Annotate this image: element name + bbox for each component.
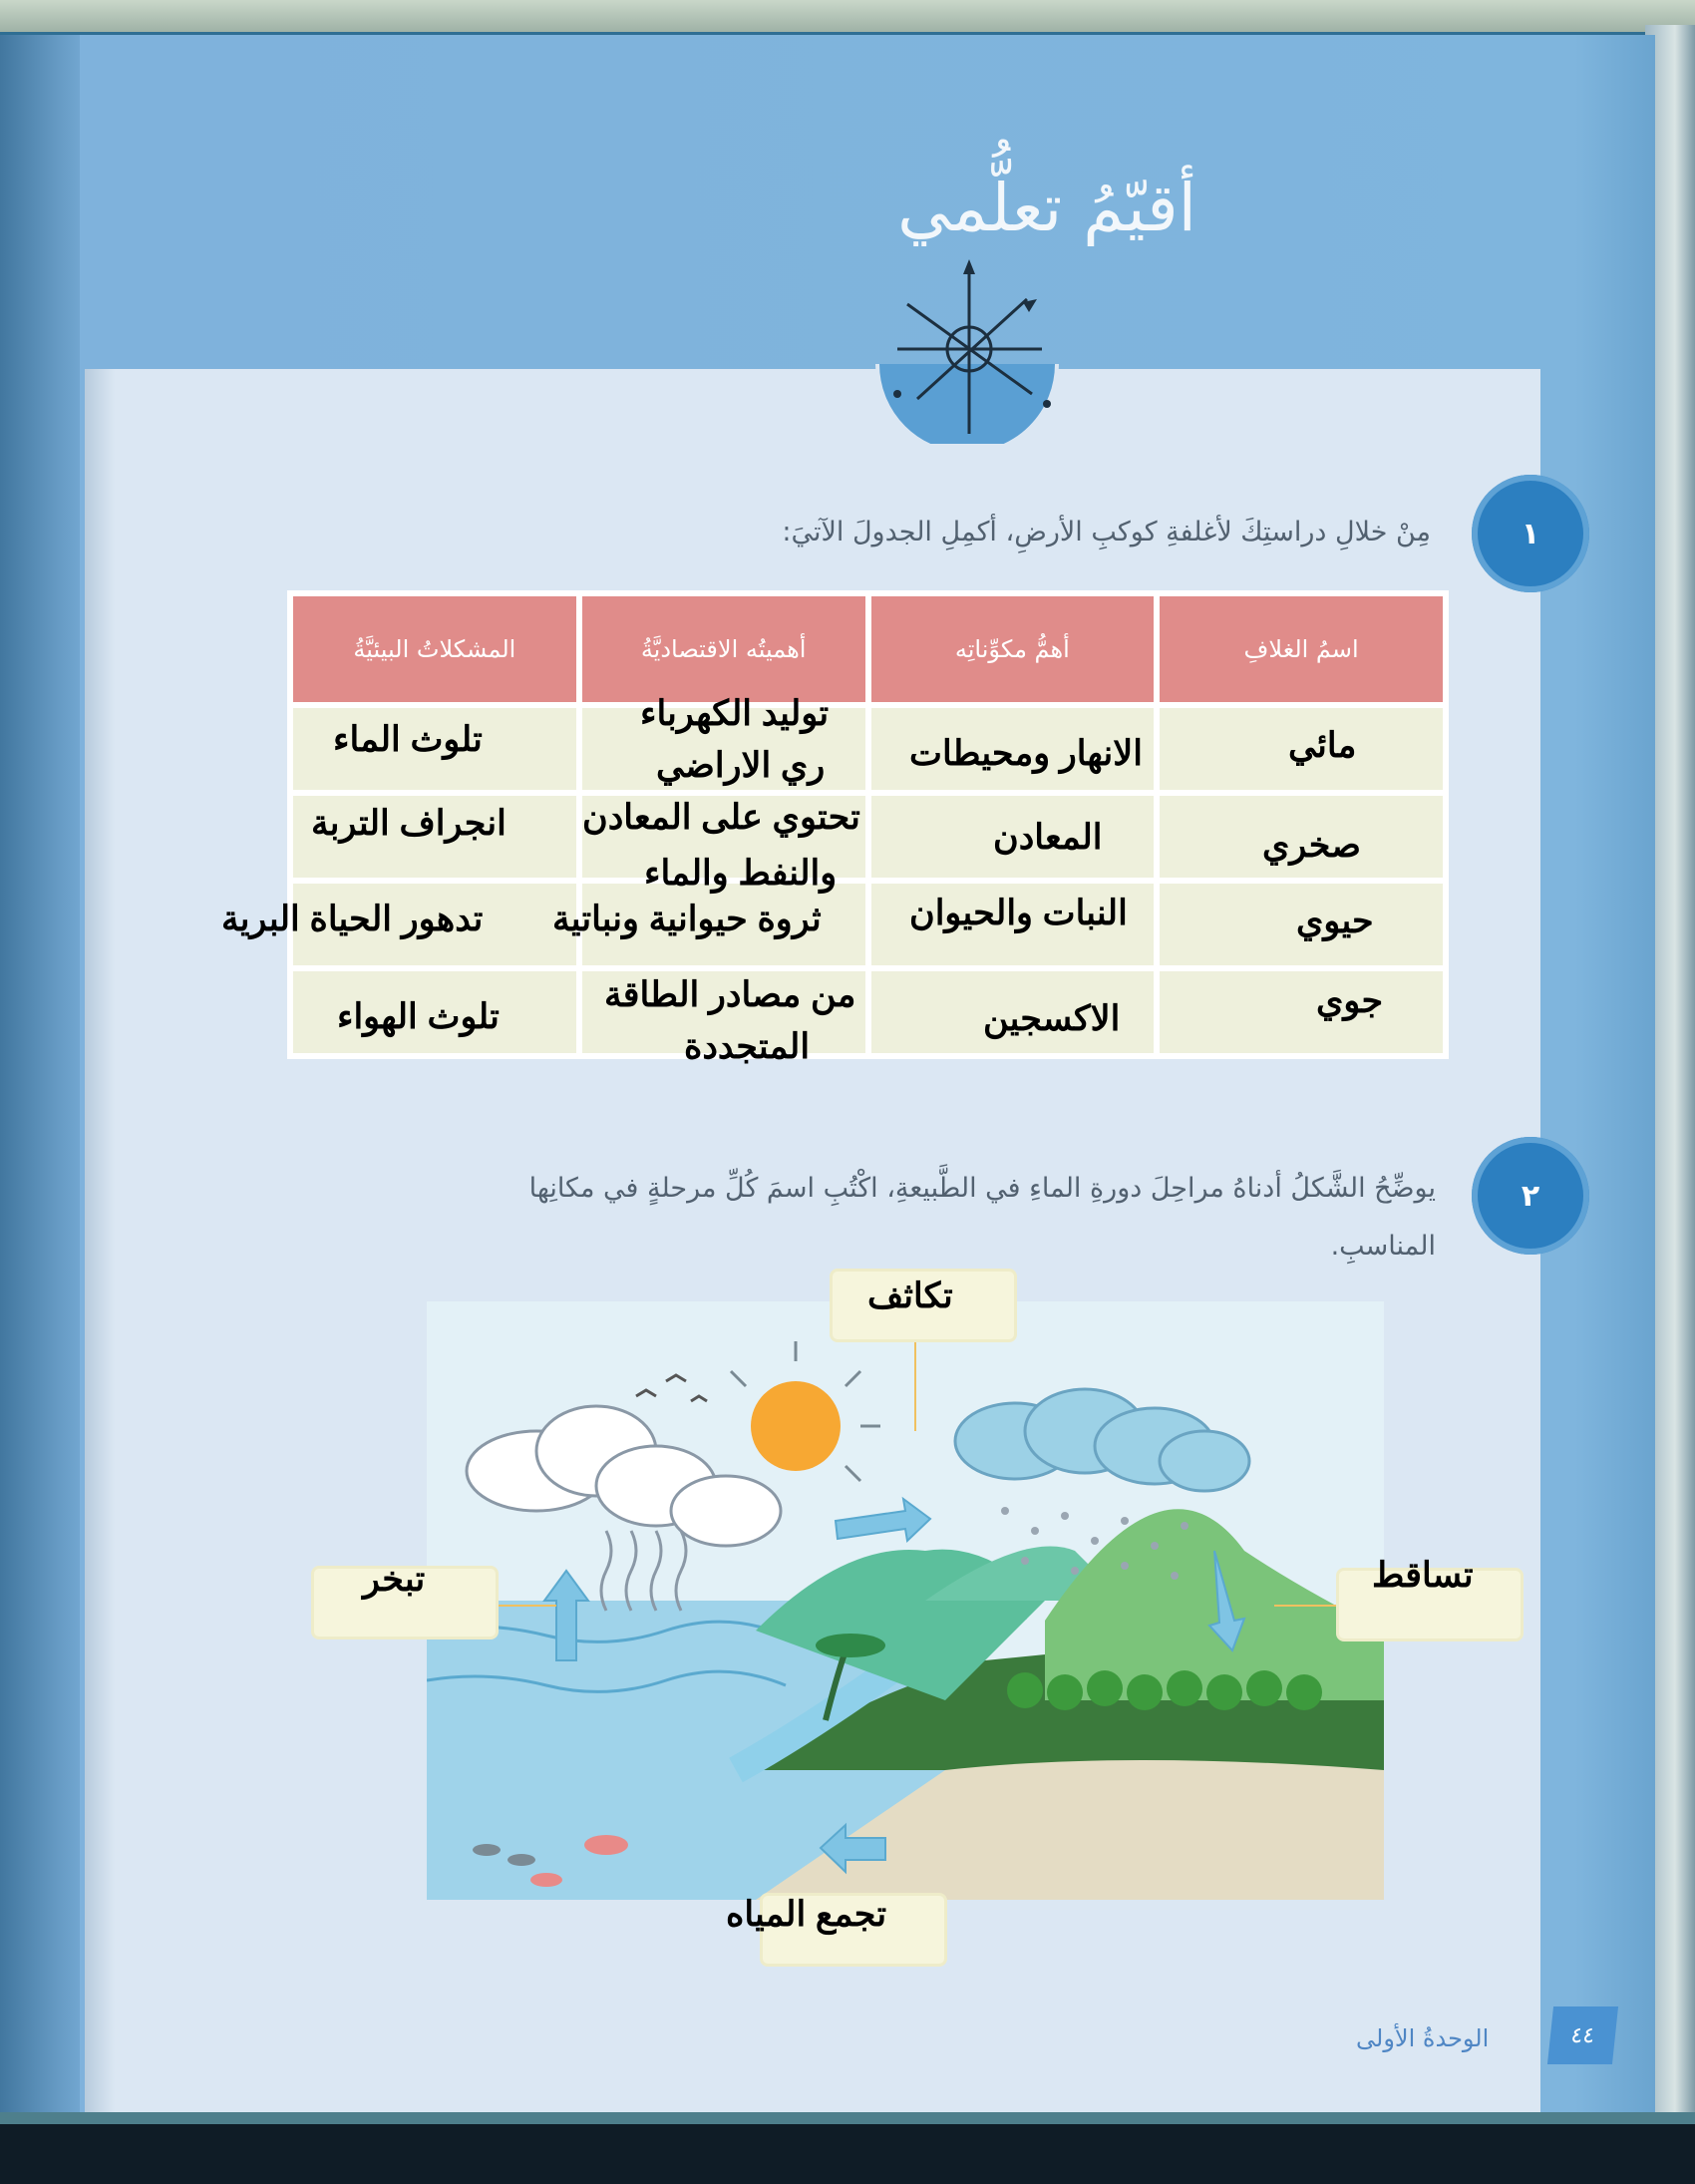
answer-row1-sphere: مائي xyxy=(1288,726,1357,765)
answer-row4-economic: من مصادر الطاقة xyxy=(604,975,856,1014)
unit-name: الوحدةُ الأولى xyxy=(1356,2024,1490,2052)
header-sphere-name: اسمُ الغلافِ xyxy=(1160,596,1443,702)
answer-row4-sphere: جوي xyxy=(1316,981,1384,1020)
answer-row1-problems: تلوث الماء xyxy=(333,720,483,759)
answer-row2-sphere: صخري xyxy=(1262,826,1362,865)
answer-row1-economic-extra: ري الاراضي xyxy=(656,746,826,785)
page-title: أقيّمُ تعلُّمي xyxy=(897,170,1196,246)
panel-shade xyxy=(85,369,115,2122)
answer-row3-sphere: حيوي xyxy=(1296,902,1374,940)
answer-row4-components: الاكسجين xyxy=(983,999,1121,1038)
cell-sphere-name xyxy=(1160,971,1443,1053)
question-number-2: ٢ xyxy=(1472,1137,1589,1255)
answer-row1-economic: توليد الكهرباء xyxy=(640,694,830,733)
answer-row1-components: الانهار ومحيطات xyxy=(909,734,1143,773)
answer-row2-economic-extra: والنفط والماء xyxy=(644,854,838,893)
answer-row2-components: المعادن xyxy=(993,818,1103,857)
bottom-strip xyxy=(0,2124,1695,2184)
answer-row4-economic-extra: المتجددة xyxy=(684,1027,811,1066)
evaporation-label: تبخر xyxy=(363,1560,426,1599)
header-components: أهمُّ مكوِّناتِه xyxy=(871,596,1155,702)
answer-row2-economic: تحتوي على المعادن xyxy=(582,798,860,837)
question-number-1: ١ xyxy=(1472,475,1589,592)
page-number: ٤٤ xyxy=(1547,2006,1618,2064)
question-2-text-line1: يوضِّحُ الشَّكلُ أدناهُ مراحِلَ دورةِ الماءِ في الطَّبيعةِ، اكْتُبِ اسمَ كُلِّ مرحلةٍ في مكانِها xyxy=(528,1173,1436,1204)
condensation-label: تكاثف xyxy=(867,1276,953,1315)
question-1-text: مِنْ خلالِ دراستِكَ لأغلفةِ كوكبِ الأرضِ، أكمِلِ الجدولَ الآتيَ: xyxy=(782,517,1431,547)
question-2-text-line2: المناسبِ. xyxy=(1330,1231,1436,1262)
answer-row4-problems: تلوث الهواء xyxy=(337,997,500,1036)
compass-icon xyxy=(857,244,1077,444)
table-header-row xyxy=(293,596,1443,702)
header-environmental-problems: المشكلاتُ البيئيَّةُ xyxy=(293,596,576,702)
answer-row2-problems: انجراف التربة xyxy=(311,804,507,843)
collection-label: تجمع المياه xyxy=(726,1895,887,1934)
book-spine xyxy=(0,35,80,2119)
answer-row3-problems: تدهور الحياة البرية xyxy=(221,900,484,938)
precipitation-label: تساقط xyxy=(1372,1556,1474,1595)
header-economic-importance: أهميتُه الاقتصاديَّةُ xyxy=(582,596,865,702)
water-cycle-diagram xyxy=(427,1301,1384,1900)
answer-row3-economic: ثروة حيوانية ونباتية xyxy=(552,900,822,938)
answer-row3-components: النبات والحيوان xyxy=(909,894,1128,932)
top-strip xyxy=(0,0,1695,32)
